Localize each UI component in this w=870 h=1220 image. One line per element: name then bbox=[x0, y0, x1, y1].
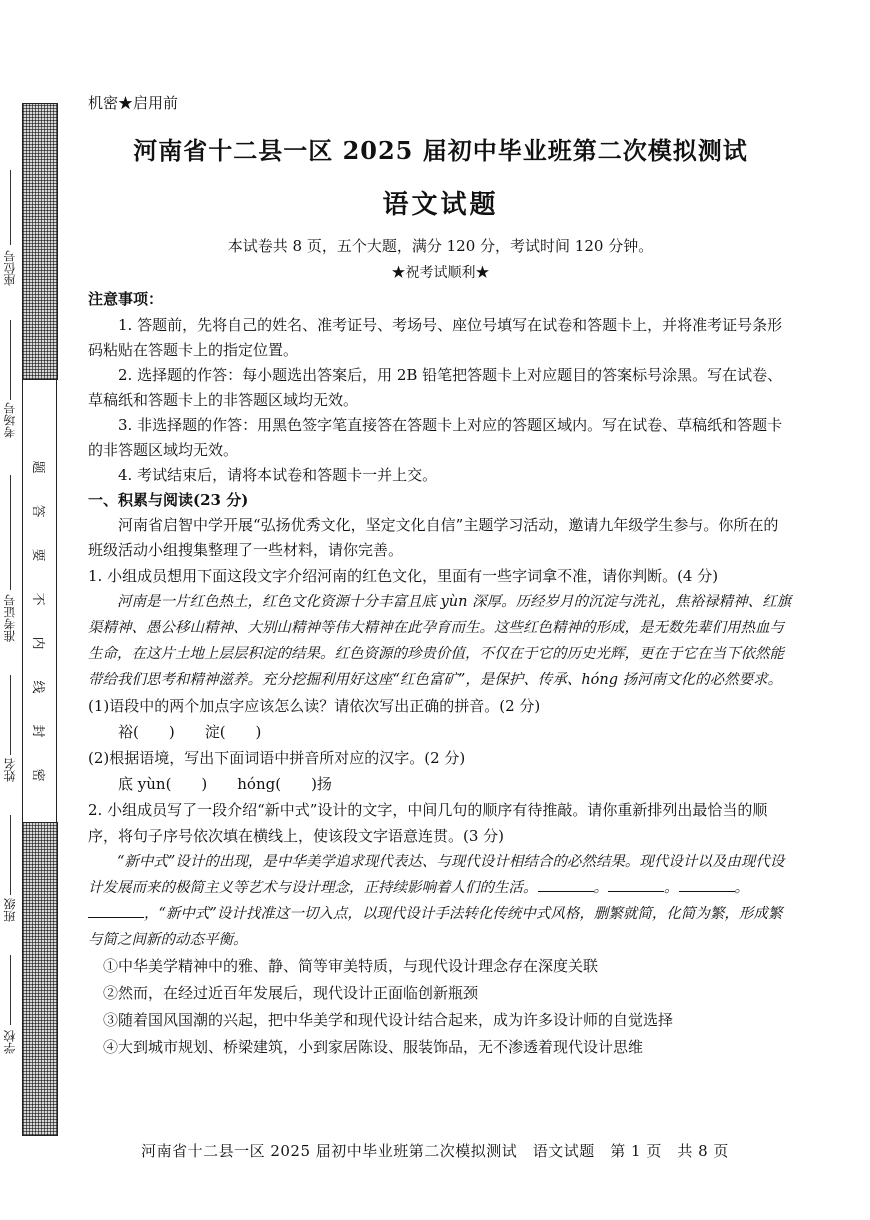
notice-heading: 注意事项： bbox=[88, 290, 164, 308]
question-2-option: ①中华美学精神中的雅、静、简等审美特质，与现代设计理念存在深度关联 bbox=[103, 957, 599, 975]
notice-item: 1. 答题前，先将自己的姓名、准考证号、考场号、座位号填写在试卷和答题卡上，并将准考证号条形码粘贴在答题卡上的指定位置。 bbox=[88, 316, 783, 359]
name-line bbox=[10, 675, 11, 755]
ticket-number-line bbox=[10, 475, 11, 590]
question-1-sub-2: (2)根据语境，写出下面词语中拼音所对应的汉字。(2 分) bbox=[88, 749, 466, 767]
seal-line-right bbox=[56, 378, 57, 822]
room-number-line bbox=[10, 320, 11, 400]
class-label: 班级 bbox=[3, 898, 17, 922]
question-2-option: ②然而，在经过近百年发展后，现代设计正面临创新瓶颈 bbox=[103, 984, 479, 1002]
school-label: 学校 bbox=[3, 1030, 17, 1054]
seal-char: 题 bbox=[32, 457, 46, 473]
question-1-sub-2-answer: 底 yùn( ) hóng( )扬 bbox=[118, 775, 332, 793]
hatch-band-bottom bbox=[22, 822, 58, 1136]
subject-title: 语文试题 bbox=[382, 190, 499, 220]
name-label: 姓名 bbox=[3, 758, 17, 782]
seal-line-left bbox=[22, 378, 23, 822]
seal-char: 内 bbox=[32, 633, 46, 649]
exam-page bbox=[88, 92, 793, 1061]
notice-item: 4. 考试结束后，请将本试卷和答题卡一并上交。 bbox=[118, 466, 438, 484]
answer-blank[interactable] bbox=[679, 877, 735, 892]
question-1-passage: 河南是一片红色热土，红色文化资源十分丰富且底 yùn 深厚。历经岁月的沉淀与洗礼，焦裕禄精神、红旗渠精神、愚公移山精神、大别山精神等伟大精神在此孕育而生。这些红色精神的形成，是无数先辈们用热血与生命，在这片土地上层层积淀的结果。红色资源的珍贵价值，不仅在于它的历史光辉，更在于它在当下依然能带给我们思考和精神滋养。充分挖掘利用好这座“红色富矿”，是保护、传承、hóng 扬河南文化的必然要求。 bbox=[88, 594, 792, 688]
question-2-option: ④大到城市规划、桥梁建筑，小到家居陈设、服装饰品，无不渗透着现代设计思维 bbox=[103, 1038, 644, 1056]
class-line bbox=[10, 815, 11, 895]
section-heading: 一、积累与阅读(23 分) bbox=[88, 491, 249, 509]
hatch-band-top bbox=[22, 103, 58, 380]
notice-item: 3. 非选择题的作答：用黑色签字笔直接答在答题卡上对应的答题区域内。写在试卷、草稿纸和答题卡的非答题区域均无效。 bbox=[88, 416, 783, 459]
seal-char: 线 bbox=[32, 677, 46, 693]
seat-number-line bbox=[10, 170, 11, 245]
page-footer: 河南省十二县一区 2025 届初中毕业班第二次模拟测试 语文试题 第 1 页 共 8 页 bbox=[141, 1142, 729, 1160]
ticket-number-label: 准考证号 bbox=[3, 594, 17, 642]
exam-info: 本试卷共 8 页，五个大题，满分 120 分，考试时间 120 分钟。 bbox=[227, 237, 654, 255]
binding-margin bbox=[0, 0, 80, 1220]
seal-char: 答 bbox=[32, 501, 46, 517]
seal-char: 不 bbox=[32, 589, 46, 605]
confidential-mark: 机密★启用前 bbox=[88, 94, 179, 112]
seat-number-label: 座位号 bbox=[3, 250, 17, 286]
question-2-passage: “新中式”设计的出现，是中华美学追求现代表达、与现代设计相结合的必然结果。现代设计以及由现代设计发展而来的极简主义等艺术与设计理念，正持续影响着人们的生活。 。 。 。，“新中式”设计找准这一切入点，以现代设计手法转化传统中式风格，删繁就简，化简为繁，形成繁与简之间新的动态平衡。 bbox=[88, 854, 785, 948]
question-1-sub-1-answer: 裕( ) 淀( ) bbox=[118, 723, 262, 741]
answer-blank[interactable] bbox=[608, 877, 664, 892]
notice-item: 2. 选择题的作答：每小题选出答案后，用 2B 铅笔把答题卡上对应题目的答案标号涂黑。写在试卷、草稿纸和答题卡上的非答题区域均无效。 bbox=[88, 366, 783, 409]
school-line bbox=[10, 955, 11, 1025]
seal-char: 密 bbox=[32, 765, 46, 781]
seal-char: 要 bbox=[32, 545, 46, 561]
question-2-stem: 2. 小组成员写了一段介绍“新中式”设计的文字，中间几句的顺序有待推敲。请你重新排列出最恰当的顺序，将句子序号依次填在横线上，使该段文字语意连贯。(3 分) bbox=[88, 801, 768, 845]
room-number-label: 考场号 bbox=[3, 402, 17, 438]
question-1-sub-1: (1)语段中的两个加点字应该怎么读？请依次写出正确的拼音。(2 分) bbox=[88, 697, 541, 715]
section-intro: 河南省启智中学开展“弘扬优秀文化，坚定文化自信”主题学习活动，邀请九年级学生参与。你所在的班级活动小组搜集整理了一些材料，请你完善。 bbox=[88, 516, 779, 559]
question-1-stem: 1. 小组成员想用下面这段文字介绍河南的红色文化，里面有一些字词拿不准，请你判断。(4 分) bbox=[88, 567, 719, 585]
answer-blank[interactable] bbox=[538, 877, 594, 892]
seal-char: 封 bbox=[32, 721, 46, 737]
exam-title: 河南省十二县一区 2025 届初中毕业班第二次模拟测试 bbox=[133, 136, 748, 165]
question-2-passage-a: “新中式”设计的出现，是中华美学追求现代表达、与现代设计相结合的必然结果。现代设计以及由现代设计发展而来的极简主义等艺术与设计理念，正持续影响着人们的生活。 bbox=[88, 854, 785, 896]
good-luck-line: ★祝考试顺利★ bbox=[391, 265, 490, 281]
question-2-option: ③随着国风国潮的兴起，把中华美学和现代设计结合起来，成为许多设计师的自觉选择 bbox=[103, 1011, 674, 1029]
answer-blank[interactable] bbox=[88, 903, 144, 918]
question-2-passage-b: ，“新中式”设计找准这一切入点，以现代设计手法转化传统中式风格，删繁就简，化简为繁，形成繁与简之间新的动态平衡。 bbox=[88, 906, 783, 948]
